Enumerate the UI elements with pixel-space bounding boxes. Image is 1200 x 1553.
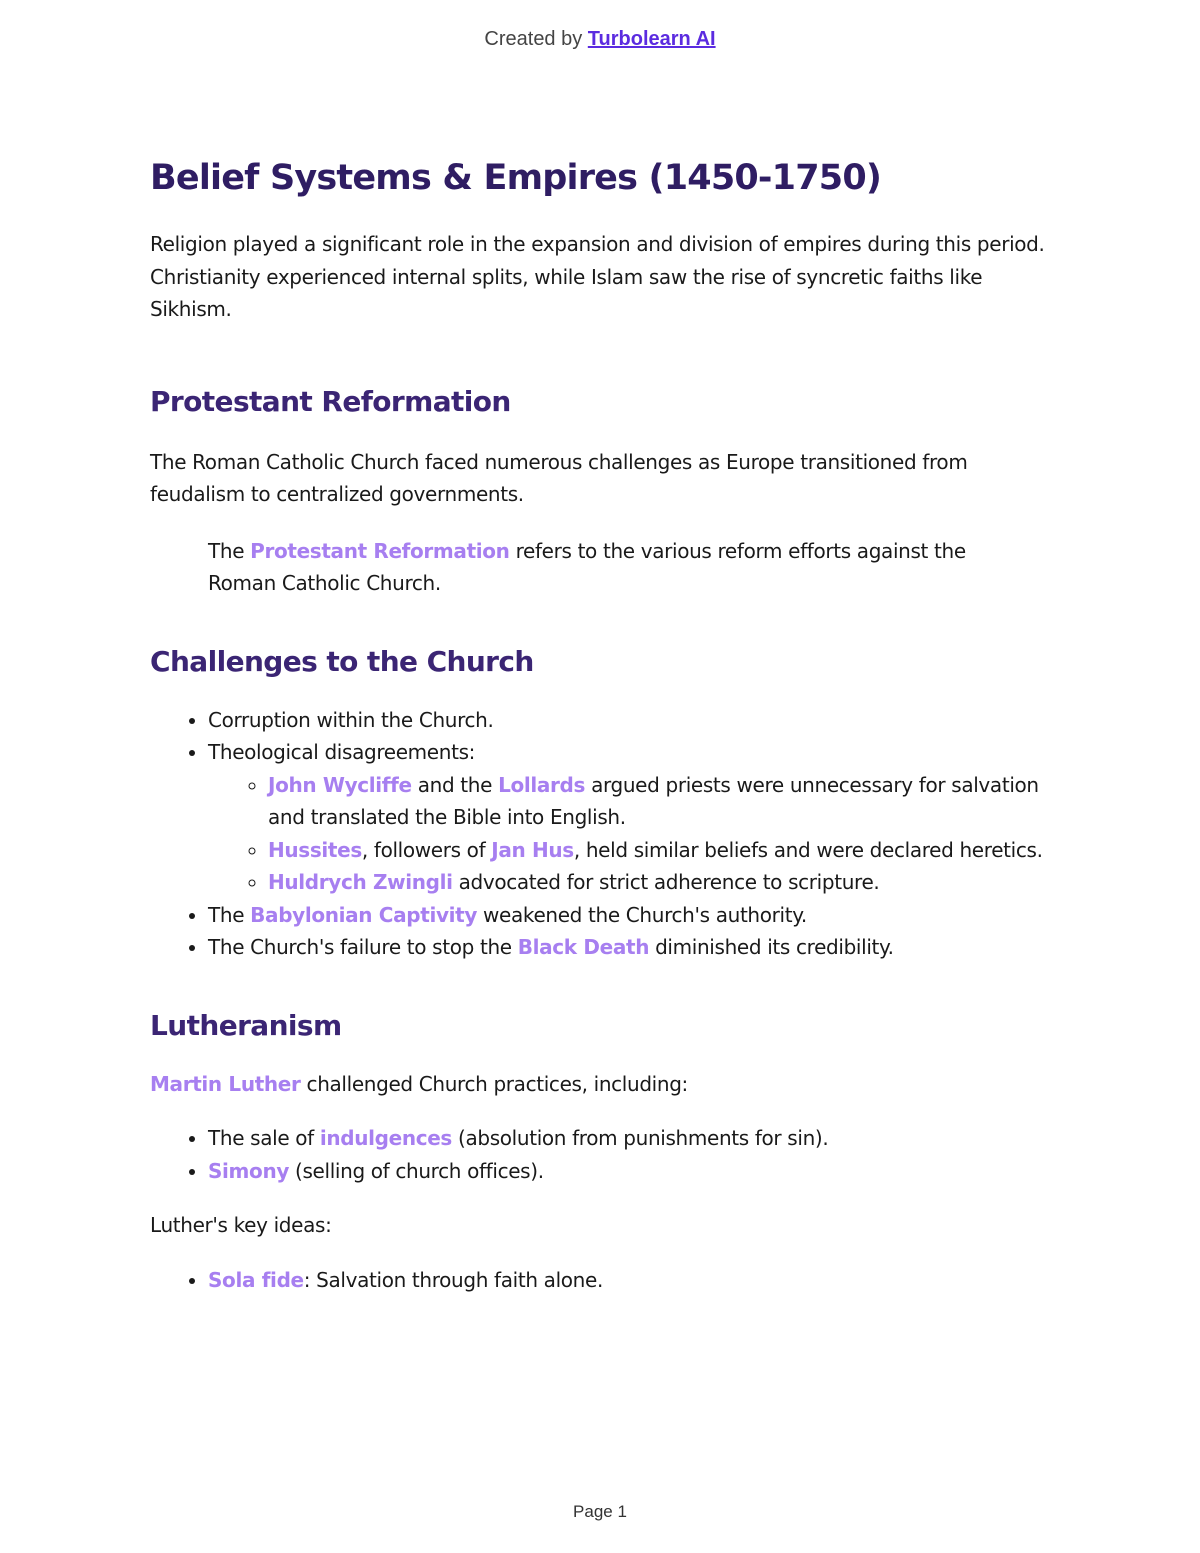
practice1-after: (absolution from punishments for sin). xyxy=(452,1126,829,1150)
term-indulgences: indulgences xyxy=(319,1126,452,1150)
luther-intro-after: challenged Church practices, including: xyxy=(300,1071,688,1096)
list-item xyxy=(208,1122,1060,1155)
heading-protestant-reformation: Protestant Reformation xyxy=(150,384,511,418)
key-ideas-label: Luther's key ideas: xyxy=(150,1213,332,1237)
term-jan-hus: Jan Hus xyxy=(491,837,574,862)
list-item xyxy=(268,834,1060,867)
sub1-after: argued priests were unnecessary for salvation and translated the Bible into English. xyxy=(268,772,1039,829)
term-huldrych-zwingli: Huldrych Zwingli xyxy=(268,870,453,894)
term-lollards: Lollards xyxy=(498,772,586,797)
reformation-definition xyxy=(150,535,988,600)
heading-challenges: Challenges to the Church xyxy=(150,644,534,678)
sub2-mid: , followers of xyxy=(361,837,492,862)
definition-after: refers to the various reform efforts against the Roman Catholic Church. xyxy=(208,538,966,595)
sub1-mid: and the xyxy=(411,772,499,797)
term-hussites: Hussites xyxy=(268,837,362,862)
term-simony: Simony xyxy=(208,1158,290,1183)
sub3-after: advocated for strict adherence to scripture. xyxy=(452,870,880,894)
list-item xyxy=(208,704,1060,737)
luther-intro xyxy=(150,1068,1060,1101)
term-protestant-reformation: Protestant Reformation xyxy=(250,538,510,563)
item4-after: diminished its credibility. xyxy=(649,935,894,959)
definition-before: The xyxy=(208,538,251,563)
term-martin-luther: Martin Luther xyxy=(150,1071,301,1096)
list-item xyxy=(208,736,1060,899)
term-babylonian-captivity: Babylonian Captivity xyxy=(250,902,478,927)
term-sola-fide: Sola fide xyxy=(208,1267,304,1292)
challenges-list xyxy=(150,704,1060,964)
page-number: Page 1 xyxy=(573,1502,627,1521)
list-item xyxy=(208,899,1060,932)
item3-after: weakened the Church's authority. xyxy=(477,902,807,927)
heading-lutheranism: Lutheranism xyxy=(150,1008,342,1042)
key-ideas-list xyxy=(150,1264,1060,1297)
list-item xyxy=(208,1264,1060,1297)
document-body xyxy=(150,150,1060,1296)
practice2-after: (selling of church offices). xyxy=(289,1158,544,1183)
challenge-corruption: Corruption within the Church. xyxy=(208,707,494,732)
page-title: Belief Systems & Empires (1450-1750) xyxy=(150,158,882,198)
list-item xyxy=(208,931,1060,964)
item4-before: The Church's failure to stop the xyxy=(208,935,518,959)
page-header xyxy=(0,28,1200,51)
list-item xyxy=(208,1155,1060,1188)
intro-paragraph: Religion played a significant role in the expansion and division of empires during this period. Christianity experienced internal splits, while Islam saw the rise of syncretic faiths like Sikhism. xyxy=(150,232,1045,321)
item3-before: The xyxy=(208,902,251,927)
list-item xyxy=(268,769,1060,834)
reformation-paragraph: The Roman Catholic Church faced numerous challenges as Europe transitioned from feudalism to centralized governments. xyxy=(150,449,968,506)
header-prefix: Created by xyxy=(484,28,588,50)
term-black-death: Black Death xyxy=(517,935,650,959)
term-john-wycliffe: John Wycliffe xyxy=(268,772,412,797)
list-item xyxy=(268,866,1060,899)
challenge-theology: Theological disagreements: xyxy=(208,740,476,764)
sub2-after: , held similar beliefs and were declared heretics. xyxy=(573,837,1043,862)
theology-sublist xyxy=(208,769,1060,899)
luther-practices-list xyxy=(150,1122,1060,1187)
turbolearn-link[interactable]: Turbolearn AI xyxy=(587,28,716,50)
idea1-after: : Salvation through faith alone. xyxy=(303,1267,603,1292)
practice1-before: The sale of xyxy=(208,1126,320,1150)
